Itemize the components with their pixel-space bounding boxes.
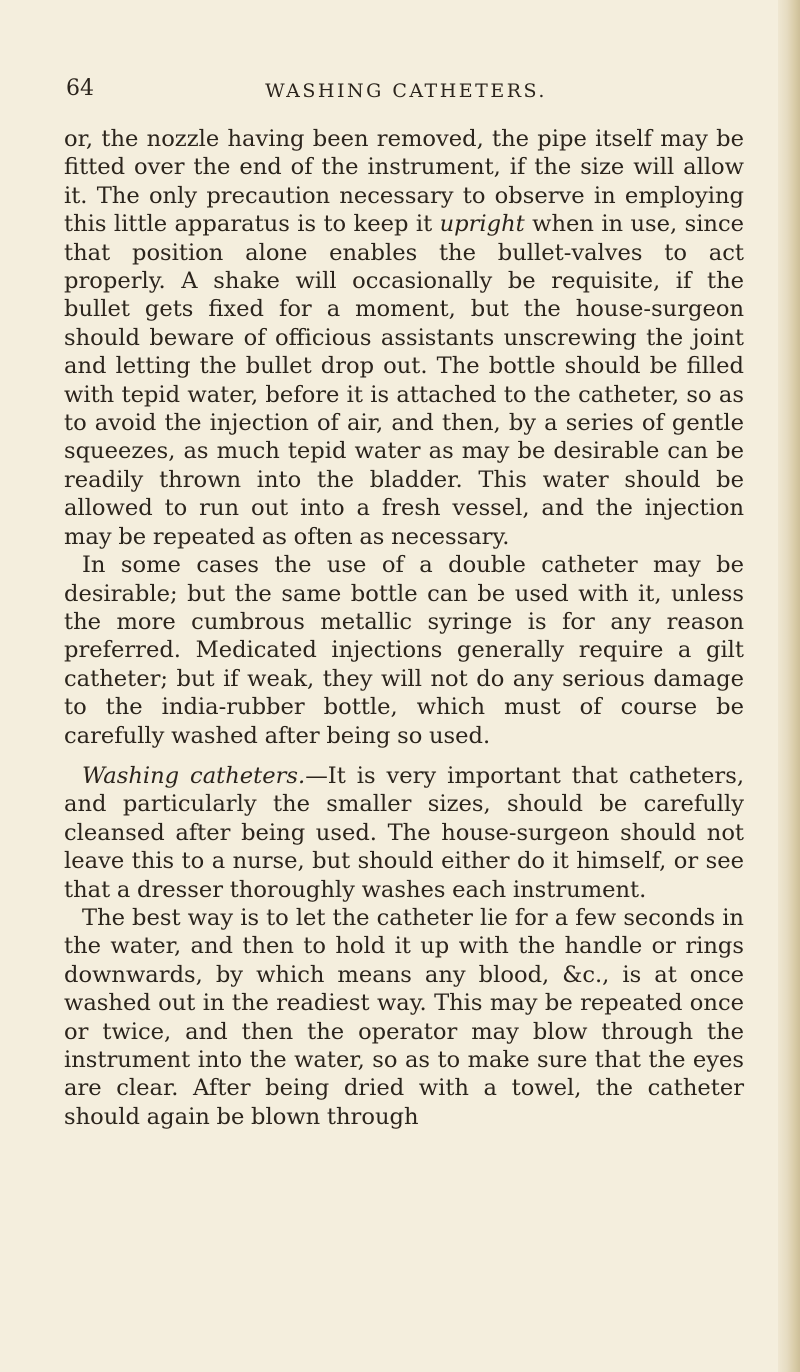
page-edge bbox=[778, 0, 800, 1372]
paragraph bbox=[64, 762, 744, 904]
running-head: WASHING CATHETERS. bbox=[265, 80, 547, 102]
paragraph bbox=[64, 125, 744, 551]
paragraph: In some cases the use of a double catheter may be desirable; but the same bottle can be used with it, unless the more cumbrous metallic syringe is for any reason preferred. Medicated injections generally require a gilt catheter; but if weak, they will not do any serious damage to the india-rubber bottle, which must of course be carefully washed after being so used. bbox=[64, 552, 744, 749]
page-number: 64 bbox=[66, 76, 94, 101]
page-header bbox=[66, 76, 746, 110]
paragraph-text: or, the nozzle having been removed, the pipe itself may be fitted over the end of the instrument, if the size will allow it. The only precaution necessary to observe in employing this little apparatus is to keep it bbox=[64, 126, 744, 238]
paragraph-text: when in use, since that position alone enables the bullet-valves to act properly. A shake will occasionally be requisite, if the bullet gets fixed for a moment, but the house-surgeon should beware of officious assistants unscrewing the joint and letting the bullet drop out. The bottle should be filled with tepid water, before it is attached to the catheter, so as to avoid the injection of air, and then, by a series of gentle squeezes, as much tepid water as may be desirable can be readily thrown into the bladder. This water should be allowed to run out into a fresh vessel, and the injection may be repeated as often as necessary. bbox=[64, 211, 745, 550]
emphasis: upright bbox=[439, 211, 525, 238]
paragraph: The best way is to let the catheter lie for a few seconds in the water, and then to hold it up with the handle or rings downwards, by which means any blood, &c., is at once washed out in the readiest way. This may be repeated once or twice, and then the operator may blow through the instrument into the water, so as to make sure that the eyes are clear. After being dried with a towel, the catheter should again be blown through bbox=[64, 904, 744, 1130]
paragraph-text: —It is very important that catheters, and particularly the smaller sizes, should be carefully cleansed after being used. The house-surgeon should not leave this to a nurse, but should either do it himself, or see that a dresser thoroughly washes each instrument. bbox=[64, 762, 744, 903]
section-heading: Washing catheters. bbox=[82, 762, 306, 789]
body-text bbox=[64, 125, 744, 1131]
